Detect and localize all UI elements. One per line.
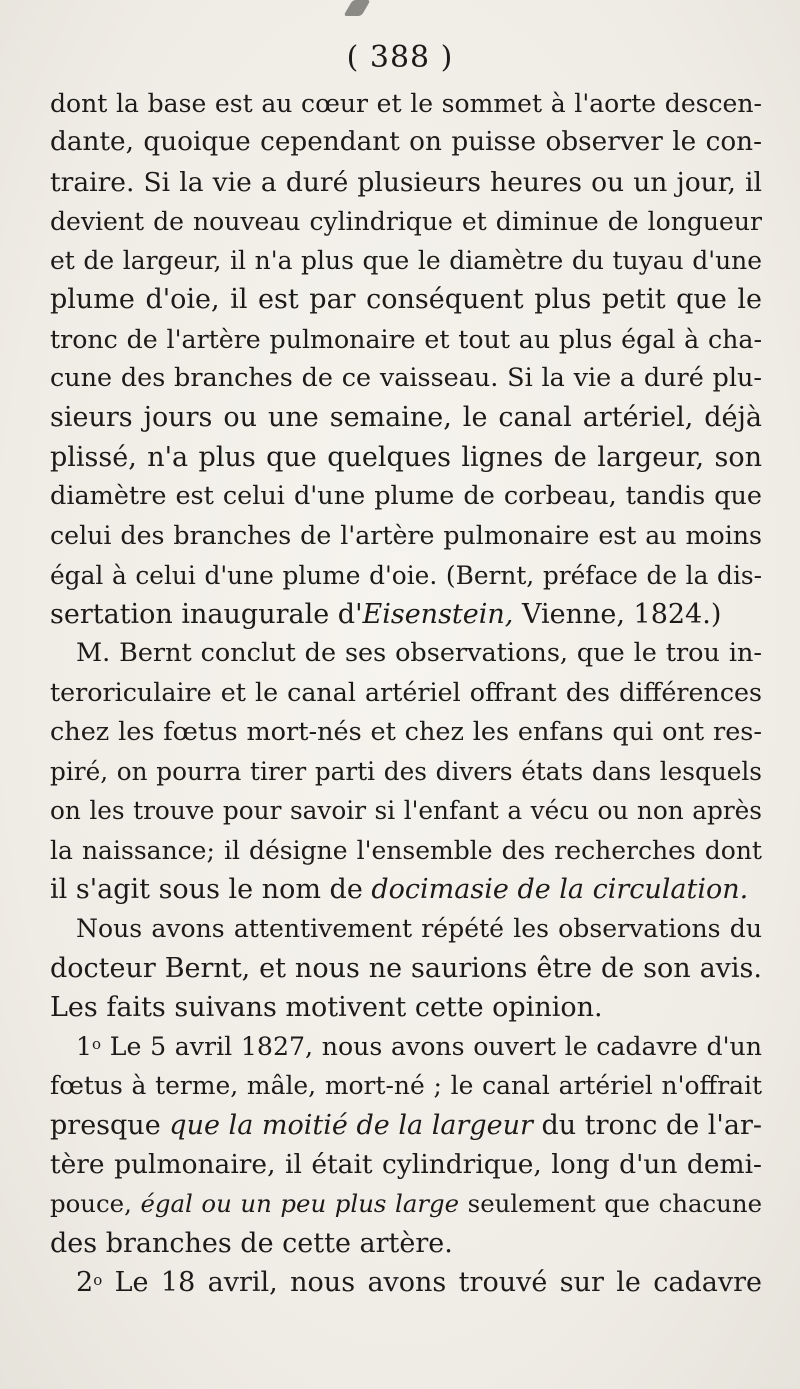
text-line: chez les fœtus mort-nés et chez les enfans qui ont res-	[50, 716, 762, 747]
text-line: et de largeur, il n'a plus que le diamètre du tuyau d'une	[50, 246, 762, 276]
text-segment: pouce,	[50, 1189, 141, 1219]
text-segment: presque	[50, 1109, 170, 1141]
text-line: Nous avons attentivement répété les observations du	[76, 914, 762, 944]
text-line: égal à celui d'une plume d'oie. (Bernt, préface de la dis-	[50, 560, 762, 590]
superscript: o	[93, 1270, 103, 1289]
text-line: celui des branches de l'artère pulmonaire est au moins	[50, 521, 762, 551]
text-line: cune des branches de ce vaisseau. Si la vie a duré plu-	[50, 363, 762, 394]
italic-segment: docimasie de la circulation.	[371, 873, 749, 905]
text-line: teroriculaire et le canal artériel offrant des différences	[50, 677, 762, 708]
text-line	[50, 870, 762, 909]
text-segment: Vienne, 1824.)	[513, 598, 722, 630]
ink-smudge	[343, 0, 370, 16]
text-segment: Le 5 avril 1827, nous avons ouvert le cadavre d'un	[101, 1032, 762, 1062]
text-line: la naissance; il désigne l'ensemble des recherches dont	[50, 835, 762, 865]
text-line: tère pulmonaire, il était cylindrique, long d'un demi-	[50, 1149, 762, 1181]
body-text	[50, 84, 762, 1302]
text-line: docteur Bernt, et nous ne saurions être de son avis.	[50, 952, 762, 984]
text-line: dont la base est au cœur et le sommet à l'aorte descen-	[50, 89, 762, 118]
page-number: ( 388 )	[346, 40, 454, 75]
superscript: o	[92, 1035, 102, 1054]
text-segment: sertation inaugurale d'	[50, 598, 363, 630]
text-line: plume d'oie, il est par conséquent plus petit que le	[50, 284, 762, 316]
text-segment: il s'agit sous le nom de	[50, 873, 372, 905]
text-line	[50, 1184, 762, 1223]
text-line: dante, quoique cependant on puisse observer le con-	[50, 127, 762, 158]
italic-segment: Eisenstein,	[362, 598, 514, 630]
text-segment: seulement que chacune	[459, 1189, 763, 1219]
text-line	[50, 1106, 762, 1145]
text-segment: 1	[76, 1032, 93, 1062]
text-line: piré, on pourra tirer parti des divers états dans lesquels	[50, 757, 762, 787]
text-line	[50, 1263, 762, 1302]
text-line: sieurs jours ou une semaine, le canal artériel, déjà	[50, 402, 762, 434]
text-line: plissé, n'a plus que quelques lignes de largeur, son	[50, 441, 762, 473]
text-segment: Le 18 avril, nous avons trouvé sur le cadavre	[102, 1266, 762, 1298]
text-line: fœtus à terme, mâle, mort-né ; le canal artériel n'offrait	[50, 1071, 762, 1101]
italic-segment: que la moitié de la largeur	[169, 1109, 533, 1141]
text-line: tronc de l'artère pulmonaire et tout au plus égal à cha-	[50, 324, 762, 354]
text-line	[50, 595, 762, 634]
text-line: M. Bernt conclut de ses observations, que le trou in-	[76, 638, 762, 669]
text-line: on les trouve pour savoir si l'enfant a vécu ou non après	[50, 796, 762, 826]
text-segment: du tronc de l'ar-	[532, 1109, 762, 1141]
text-line: des branches de cette artère.	[50, 1227, 453, 1259]
text-segment: 2	[76, 1266, 94, 1298]
text-line: devient de nouveau cylindrique et diminue de longueur	[50, 206, 762, 236]
text-line	[50, 1027, 762, 1066]
text-line: Les faits suivans motivent cette opinion.	[50, 991, 603, 1023]
italic-segment: égal ou un peu plus large	[140, 1189, 460, 1219]
text-line: diamètre est celui d'une plume de corbeau, tandis que	[50, 480, 762, 511]
text-line: traire. Si la vie a duré plusieurs heures ou un jour, il	[50, 166, 762, 198]
